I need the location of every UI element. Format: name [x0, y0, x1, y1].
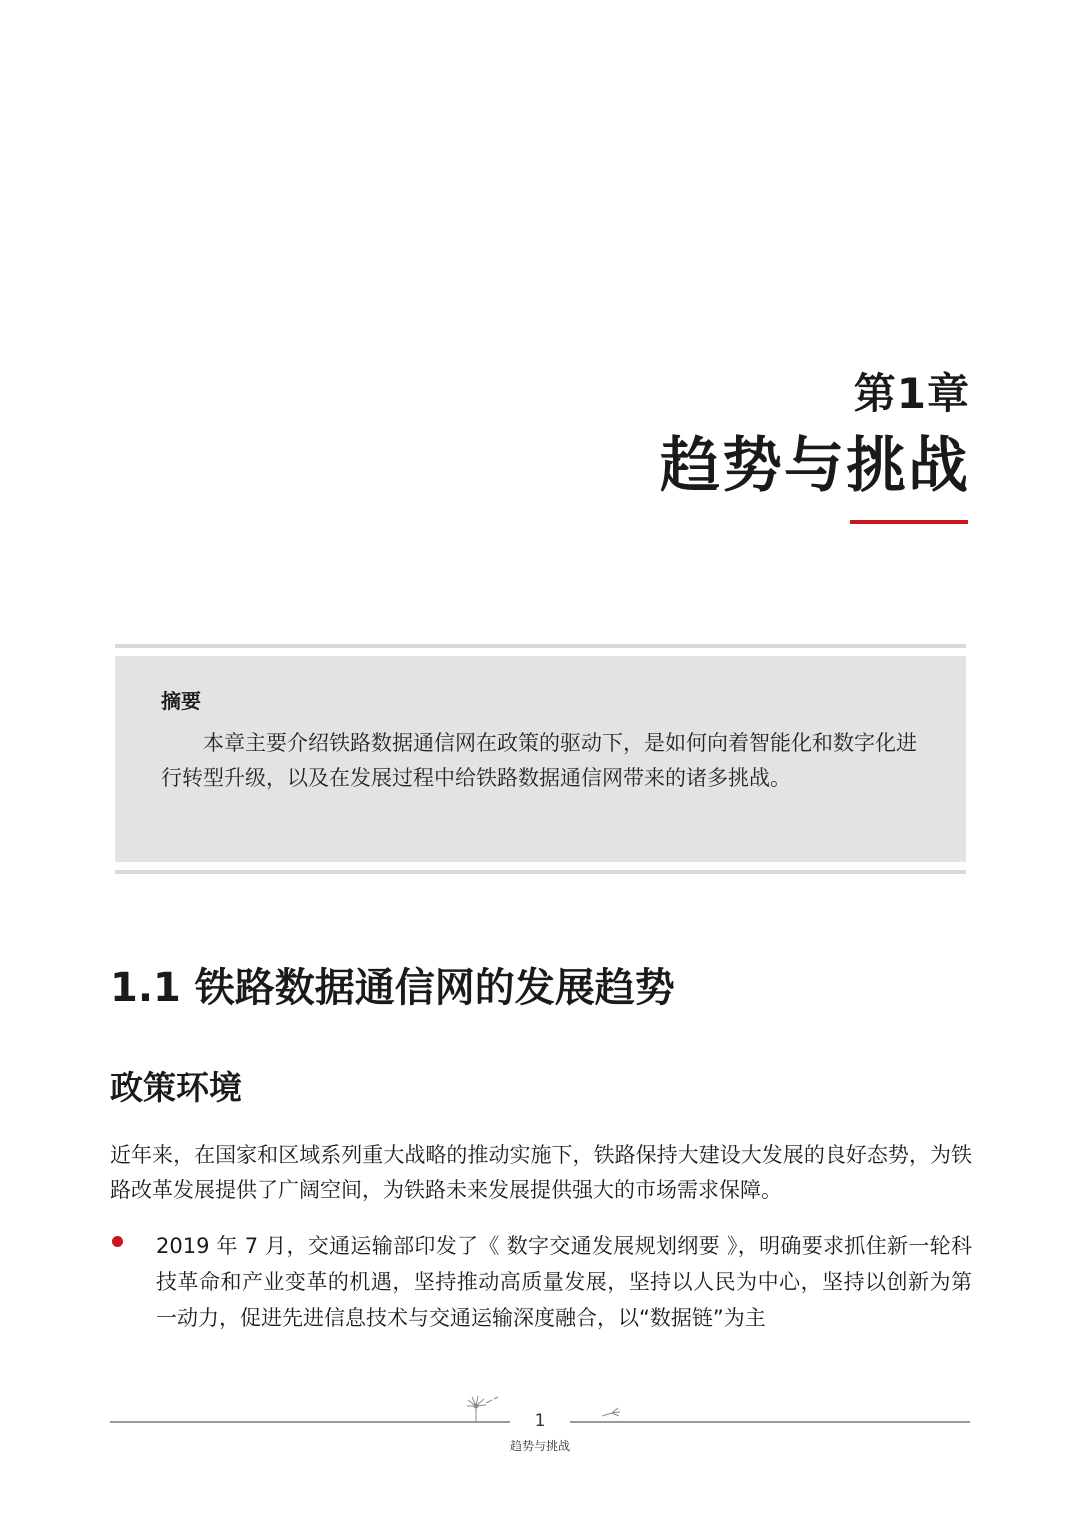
dandelion-seed-icon: [600, 1406, 624, 1420]
bullet-item: 2019 年 7 月，交通运输部印发了《 数字交通发展规划纲要 》，明确要求抓住新一轮科技革命和产业变革的机遇，坚持推动高质量发展，坚持以人民为中心，坚持以创新为第一动力，促进先进信息技术与交通运输深度融合，以“数据链”为主: [156, 1234, 972, 1330]
abstract-text: 本章主要介绍铁路数据通信网在政策的驱动下，是如何向着智能化和数字化进行转型升级，以及在发展过程中给铁路数据通信网带来的诸多挑战。: [161, 731, 917, 790]
dandelion-icon: [462, 1394, 506, 1424]
running-footer-title: 趋势与挑战: [509, 1439, 570, 1453]
body-paragraph: 近年来，在国家和区域系列重大战略的推动实施下，铁路保持大建设大发展的良好态势，为铁路改革发展提供了广阔空间，为铁路未来发展提供强大的市场需求保障。: [110, 1143, 972, 1202]
footer-rule-left: [110, 1421, 510, 1423]
footer-rule-right: [570, 1421, 970, 1423]
abstract-top-rule: [115, 644, 966, 648]
bullet-marker: [112, 1236, 123, 1247]
abstract-bottom-rule: [115, 870, 966, 874]
chapter-title: 趋势与挑战: [660, 431, 970, 501]
subsection-title: 政策环境: [110, 1068, 242, 1107]
abstract-heading: 摘要: [161, 689, 201, 713]
chapter-title-underline: [850, 520, 968, 524]
chapter-number: 第1章: [853, 369, 970, 418]
chapter-header: [660, 368, 970, 504]
page-number: 1: [534, 1411, 546, 1431]
section-title: 1.1 铁路数据通信网的发展趋势: [110, 965, 675, 1011]
abstract-box: [115, 656, 966, 862]
